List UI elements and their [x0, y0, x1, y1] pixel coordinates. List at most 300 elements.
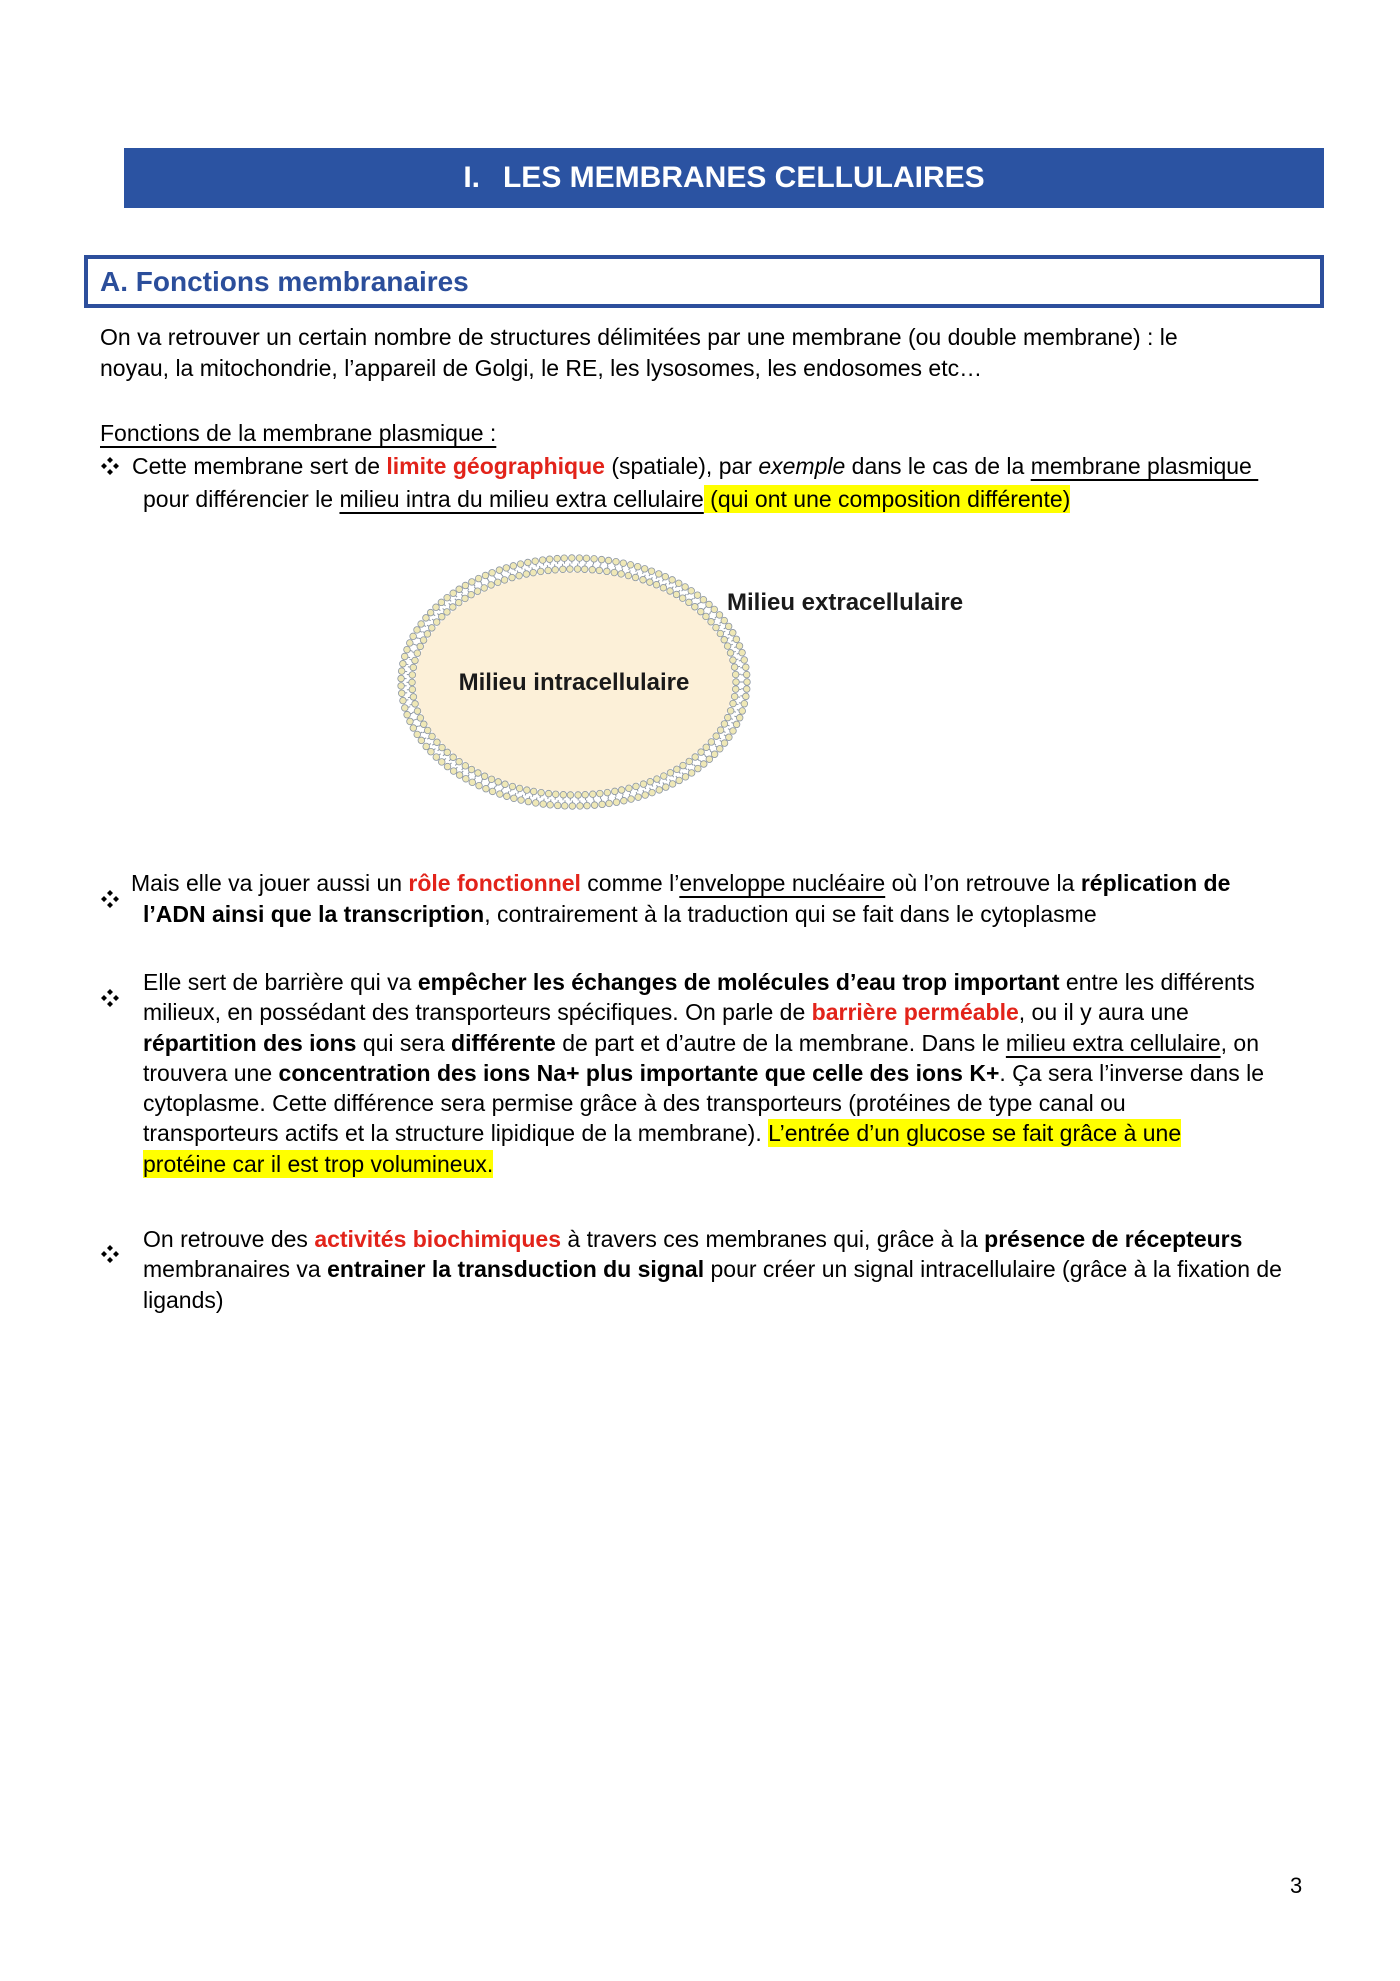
page-number: 3	[1290, 1873, 1303, 1898]
phospholipid-head	[731, 664, 738, 671]
subheading-membrane-functions: Fonctions de la membrane plasmique :	[100, 420, 497, 446]
phospholipid-head	[398, 683, 405, 690]
phospholipid-head	[653, 581, 660, 588]
phospholipid-head	[576, 555, 583, 562]
phospholipid-head	[584, 802, 591, 809]
bold-text: différente	[451, 1029, 556, 1056]
four-diamonds-icon	[100, 988, 120, 1008]
four-diamonds-icon	[100, 1244, 120, 1264]
phospholipid-head	[414, 708, 421, 715]
text-segment: pour différencier le	[143, 485, 340, 512]
phospholipid-head	[620, 560, 627, 567]
phospholipid-head	[669, 577, 676, 584]
phospholipid-head	[482, 572, 489, 579]
phospholipid-head	[604, 568, 611, 575]
text-line	[143, 1254, 1282, 1285]
phospholipid-head	[561, 803, 568, 810]
membrane-diagram	[0, 540, 1100, 840]
phospholipid-head	[713, 624, 720, 631]
phospholipid-head	[412, 657, 419, 664]
phospholipid-head	[410, 725, 417, 732]
phospholipid-head	[545, 567, 552, 574]
phospholipid-head	[469, 779, 476, 786]
phospholipid-head	[596, 567, 603, 574]
bold-text: empêcher les échanges de molécules d’eau trop important	[417, 969, 1060, 995]
phospholipid-head	[660, 584, 667, 591]
phospholipid-head	[481, 585, 488, 592]
phospholipid-head	[648, 568, 655, 575]
phospholipid-head	[686, 599, 693, 606]
bullet-item-geographic-limit	[132, 450, 1259, 516]
extracellular-label: Milieu extracellulaire	[727, 589, 964, 616]
key-term-red: barrière perméable	[811, 999, 1019, 1026]
phospholipid-head	[731, 693, 738, 700]
highlighted-text: L’entrée d’un glucose se fait grâce à une	[768, 1120, 1182, 1147]
phospholipid-head	[525, 559, 532, 566]
phospholipid-head	[730, 700, 737, 707]
phospholipid-head	[706, 756, 713, 763]
phospholipid-head	[583, 555, 590, 562]
phospholipid-head	[662, 784, 669, 791]
phospholipid-head	[692, 603, 699, 610]
phospholipid-head	[703, 744, 710, 751]
text-segment: On va retrouver un certain nombre de structures délimitées par une membrane (ou double membrane) : le	[100, 324, 1178, 350]
phospholipid-head	[414, 731, 421, 738]
phospholipid-head	[567, 792, 574, 799]
phospholipid-head	[462, 582, 469, 589]
text-segment: qui sera	[356, 1029, 452, 1056]
phospholipid-head	[632, 574, 639, 581]
phospholipid-head	[497, 791, 504, 798]
phospholipid-head	[733, 721, 740, 728]
phospholipid-head	[503, 793, 510, 800]
phospholipid-head	[725, 623, 732, 630]
phospholipid-head	[398, 668, 405, 675]
phospholipid-head	[525, 798, 532, 805]
chapter-number: I.	[463, 161, 480, 194]
phospholipid-head	[481, 773, 488, 780]
highlighted-text: (qui ont une composition différente)	[703, 485, 1071, 512]
phospholipid-head	[532, 800, 539, 807]
text-line	[143, 997, 1264, 1027]
phospholipid-head	[410, 664, 417, 671]
phospholipid-head	[483, 785, 490, 792]
phospholipid-head	[676, 777, 683, 784]
phospholipid-head	[438, 613, 445, 620]
phospholipid-head	[554, 802, 561, 809]
four-diamonds-icon	[100, 889, 120, 909]
phospholipid-head	[743, 671, 750, 678]
phospholipid-head	[742, 664, 749, 671]
phospholipid-head	[409, 672, 416, 679]
phospholipid-head	[402, 705, 409, 712]
phospholipid-head	[444, 763, 451, 770]
phospholipid-head	[546, 556, 553, 563]
phospholipid-head	[682, 773, 689, 780]
text-segment: . Ça sera l’inverse dans le	[999, 1059, 1264, 1086]
phospholipid-head	[591, 802, 598, 809]
phospholipid-head	[456, 772, 463, 779]
phospholipid-head	[708, 618, 715, 625]
text-segment: cytoplasme. Cette différence sera permise grâce à des transporteurs (protéines de type canal ou	[143, 1090, 1126, 1117]
phospholipid-head	[695, 765, 702, 772]
phospholipid-head	[642, 792, 649, 799]
text-line	[143, 483, 1258, 516]
phospholipid-head	[516, 572, 523, 579]
phospholipid-head	[732, 686, 739, 693]
phospholipid-head	[561, 555, 568, 562]
phospholipid-head	[569, 803, 576, 810]
phospholipid-head	[655, 571, 662, 578]
phospholipid-head	[667, 769, 674, 776]
phospholipid-head	[688, 770, 695, 777]
phospholipid-head	[613, 799, 620, 806]
phospholipid-head	[450, 768, 457, 775]
phospholipid-head	[489, 788, 496, 795]
phospholipid-head	[635, 794, 642, 801]
phospholipid-head	[567, 566, 574, 573]
section-heading-box	[84, 255, 1324, 308]
phospholipid-head	[667, 588, 674, 595]
phospholipid-head	[692, 754, 699, 761]
phospholipid-head	[641, 566, 648, 573]
phospholipid-head	[398, 690, 405, 697]
phospholipid-head	[647, 778, 654, 785]
phospholipid-head	[711, 751, 718, 758]
chapter-title: LES MEMBRANES CELLULAIRES	[502, 161, 985, 194]
phospholipid-head	[703, 613, 710, 620]
phospholipid-head	[469, 579, 476, 586]
phospholipid-head	[420, 721, 427, 728]
phospholipid-head	[418, 621, 425, 628]
phospholipid-head	[599, 801, 606, 808]
phospholipid-head	[489, 569, 496, 576]
bold-text: réplication de	[1080, 870, 1231, 896]
phospholipid-head	[494, 579, 501, 586]
key-term-red: rôle fonctionnel	[408, 870, 581, 896]
phospholipid-head	[700, 596, 707, 603]
phospholipid-head	[706, 601, 713, 608]
phospholipid-head	[730, 657, 737, 664]
intro-paragraph	[100, 322, 1178, 383]
phospholipid-head	[726, 734, 733, 741]
phospholipid-head	[675, 580, 682, 587]
phospholipid-head	[679, 595, 686, 602]
phospholipid-head	[450, 754, 457, 761]
text-segment: ligands)	[143, 1286, 224, 1313]
phospholipid-head	[537, 568, 544, 575]
phospholipid-head	[721, 740, 728, 747]
phospholipid-head	[456, 758, 463, 765]
phospholipid-head	[694, 592, 701, 599]
phospholipid-head	[577, 803, 584, 810]
phospholipid-head	[530, 569, 537, 576]
phospholipid-head	[524, 787, 531, 794]
phospholipid-head	[428, 625, 435, 632]
phospholipid-head	[673, 591, 680, 598]
phospholipid-head	[468, 591, 475, 598]
phospholipid-head	[438, 599, 445, 606]
phospholipid-head	[680, 762, 687, 769]
text-segment: noyau, la mitochondrie, l’appareil de Golgi, le RE, les lysosomes, les endosomes etc…	[100, 354, 983, 381]
underlined-text: milieu extra cellulaire	[1005, 1029, 1221, 1056]
phospholipid-head	[495, 779, 502, 786]
section-title: A. Fonctions membranaires	[100, 266, 469, 297]
phospholipid-head	[698, 749, 705, 756]
text-segment: à travers ces membranes qui, grâce à la	[561, 1225, 985, 1252]
phospholipid-head	[625, 572, 632, 579]
phospholipid-head	[516, 785, 523, 792]
phospholipid-head	[724, 643, 731, 650]
phospholipid-head	[410, 633, 417, 640]
text-segment: Cette membrane sert de	[132, 452, 387, 479]
phospholipid-head	[613, 558, 620, 565]
underlined-text: milieu intra du milieu extra cellulaire	[339, 485, 704, 512]
phospholipid-head	[721, 721, 728, 728]
phospholipid-head	[439, 744, 446, 751]
phospholipid-head	[400, 660, 407, 667]
phospholipid-head	[502, 781, 509, 788]
phospholipid-head	[605, 557, 612, 564]
bullet-item-permeable-barrier	[143, 967, 1264, 1179]
phospholipid-head	[633, 783, 640, 790]
phospholipid-head	[433, 619, 440, 626]
phospholipid-head	[433, 754, 440, 761]
phospholipid-head	[450, 604, 457, 611]
phospholipid-head	[743, 693, 750, 700]
phospholipid-head	[574, 566, 581, 573]
text-segment: , on	[1220, 1029, 1259, 1056]
text-line	[100, 322, 1178, 353]
intracellular-label: Milieu intracellulaire	[458, 669, 690, 696]
phospholipid-head	[518, 797, 525, 804]
phospholipid-head	[450, 590, 457, 597]
phospholipid-head	[475, 770, 482, 777]
phospholipid-head	[414, 627, 421, 634]
phospholipid-head	[429, 733, 436, 740]
underlined-text: enveloppe nucléaire	[679, 870, 886, 896]
phospholipid-head	[475, 575, 482, 582]
phospholipid-head	[462, 763, 469, 770]
phospholipid-head	[634, 563, 641, 570]
phospholipid-head	[618, 571, 625, 578]
phospholipid-head	[640, 781, 647, 788]
phospholipid-head	[552, 566, 559, 573]
phospholipid-head	[721, 617, 728, 624]
text-segment: pour créer un signal intracellulaire (grâce à la fixation de	[704, 1256, 1282, 1282]
phospholipid-head	[398, 675, 405, 682]
phospholipid-head	[682, 584, 689, 591]
phospholipid-head	[730, 728, 737, 735]
text-line	[143, 1028, 1264, 1058]
phospholipid-head	[716, 612, 723, 619]
text-line	[143, 1118, 1264, 1148]
phospholipid-head	[468, 766, 475, 773]
phospholipid-head	[523, 571, 530, 578]
phospholipid-head	[739, 649, 746, 656]
phospholipid-head	[545, 790, 552, 797]
text-segment: Mais elle va jouer aussi un	[131, 870, 409, 896]
text-segment: de part et d’autre de la membrane. Dans le	[555, 1029, 1006, 1056]
text-line	[143, 1149, 1264, 1179]
phospholipid-head	[404, 711, 411, 718]
phospholipid-head	[656, 787, 663, 794]
text-segment: membranaires va	[143, 1256, 328, 1282]
phospholipid-head	[444, 594, 451, 601]
phospholipid-head	[560, 566, 567, 573]
text-segment: dans le cas de la	[845, 452, 1031, 479]
phospholipid-head	[496, 567, 503, 574]
text-segment: trouvera une	[143, 1059, 279, 1086]
phospholipid-head	[647, 579, 654, 586]
phospholipid-head	[407, 718, 414, 725]
phospholipid-head	[627, 562, 634, 569]
phospholipid-head	[640, 576, 647, 583]
phospholipid-head	[604, 789, 611, 796]
phospholipid-head	[591, 556, 598, 563]
text-segment: transporteurs actifs et la structure lipidique de la membrane).	[143, 1120, 769, 1147]
phospholipid-head	[547, 802, 554, 809]
phospholipid-head	[741, 700, 748, 707]
phospholipid-head	[474, 588, 481, 595]
phospholipid-head	[708, 739, 715, 746]
phospholipid-head	[569, 555, 576, 562]
phospholipid-head	[716, 745, 723, 752]
phospholipid-head	[511, 795, 518, 802]
phospholipid-head	[575, 792, 582, 799]
phospholipid-head	[739, 708, 746, 715]
phospholipid-head	[417, 643, 424, 650]
phospholipid-head	[589, 791, 596, 798]
phospholipid-head	[581, 566, 588, 573]
phospholipid-head	[510, 563, 517, 570]
text-line	[131, 868, 1230, 899]
phospholipid-head	[400, 697, 407, 704]
phospholipid-head	[743, 686, 750, 693]
text-segment: , contrairement à la traduction qui se fait dans le cytoplasme	[484, 900, 1097, 927]
phospholipid-head	[660, 773, 667, 780]
phospholipid-head	[517, 561, 524, 568]
highlighted-text: protéine car il est trop volumineux.	[143, 1150, 494, 1177]
italic-text: exemple	[758, 452, 846, 479]
phospholipid-head	[401, 653, 408, 660]
phospholipid-head	[686, 758, 693, 765]
phospholipid-head	[626, 785, 633, 792]
phospholipid-head	[488, 776, 495, 783]
text-line	[143, 1224, 1282, 1255]
phospholipid-head	[724, 714, 731, 721]
key-term-red: limite géographique	[386, 452, 605, 479]
phospholipid-head	[618, 787, 625, 794]
phospholipid-head	[744, 679, 751, 686]
phospholipid-head	[455, 599, 462, 606]
phospholipid-head	[418, 737, 425, 744]
phospholipid-head	[713, 733, 720, 740]
phospholipid-head	[688, 588, 695, 595]
phospholipid-head	[532, 558, 539, 565]
phospholipid-head	[674, 766, 681, 773]
phospholipid-head	[729, 629, 736, 636]
phospholipid-head	[412, 701, 419, 708]
phospholipid-head	[423, 615, 430, 622]
text-line	[143, 1285, 1282, 1316]
phospholipid-head	[427, 609, 434, 616]
phospholipid-head	[662, 573, 669, 580]
phospholipid-head	[697, 608, 704, 615]
phospholipid-head	[409, 686, 416, 693]
phospholipid-head	[444, 749, 451, 756]
bold-text: répartition des ions	[143, 1029, 357, 1056]
phospholipid-head	[407, 640, 414, 647]
text-segment: comme l’	[580, 870, 680, 896]
phospholipid-head	[410, 694, 417, 701]
bold-text: entrainer la transduction du signal	[327, 1256, 705, 1282]
bullet-item-functional-role	[131, 868, 1231, 929]
text-line	[132, 450, 1258, 483]
phospholipid-head	[538, 789, 545, 796]
bold-text: concentration des ions Na+ plus importante que celle des ions K+	[278, 1059, 1000, 1086]
phospholipid-head	[554, 555, 561, 562]
phospholipid-head	[628, 796, 635, 803]
phospholipid-head	[539, 557, 546, 564]
phospholipid-head	[552, 791, 559, 798]
phospholipid-head	[428, 748, 435, 755]
phospholipid-head	[711, 606, 718, 613]
text-line	[143, 1058, 1264, 1088]
key-term-red: activités biochimiques	[314, 1225, 562, 1252]
text-segment: où l’on retrouve la	[885, 870, 1081, 896]
text-line	[143, 967, 1264, 997]
phospholipid-head	[509, 574, 516, 581]
text-segment: On retrouve des	[143, 1225, 315, 1252]
phospholipid-head	[732, 671, 739, 678]
phospholipid-head	[476, 782, 483, 789]
bold-text: l’ADN ainsi que la transcription	[143, 900, 485, 927]
phospholipid-head	[721, 636, 728, 643]
text-segment: Elle sert de barrière qui va	[143, 969, 418, 995]
text-line	[143, 899, 1230, 930]
text-segment: (spatiale), par	[604, 452, 759, 479]
phospholipid-head	[433, 604, 440, 611]
chapter-banner	[124, 148, 1324, 208]
phospholipid-head	[589, 566, 596, 573]
phospholipid-head	[540, 801, 547, 808]
phospholipid-head	[727, 707, 734, 714]
phospholipid-head	[420, 637, 427, 644]
phospholipid-head	[733, 636, 740, 643]
phospholipid-head	[417, 715, 424, 722]
phospholipid-head	[597, 790, 604, 797]
phospholipid-head	[649, 789, 656, 796]
phospholipid-head	[700, 761, 707, 768]
phospholipid-head	[509, 783, 516, 790]
phospholipid-head	[611, 788, 618, 795]
phospholipid-head	[462, 595, 469, 602]
phospholipid-head	[501, 577, 508, 584]
phospholipid-head	[736, 714, 743, 721]
phospholipid-head	[654, 776, 661, 783]
text-segment: , ou il y aura une	[1018, 999, 1189, 1026]
phospholipid-head	[717, 630, 724, 637]
phospholipid-head	[560, 791, 567, 798]
phospholipid-head	[438, 759, 445, 766]
phospholipid-head	[598, 556, 605, 563]
phospholipid-head	[606, 800, 613, 807]
phospholipid-head	[582, 791, 589, 798]
underlined-text: membrane plasmique	[1030, 452, 1259, 479]
bullet-item-biochemical-activities	[143, 1224, 1282, 1316]
text-line	[100, 353, 1178, 384]
